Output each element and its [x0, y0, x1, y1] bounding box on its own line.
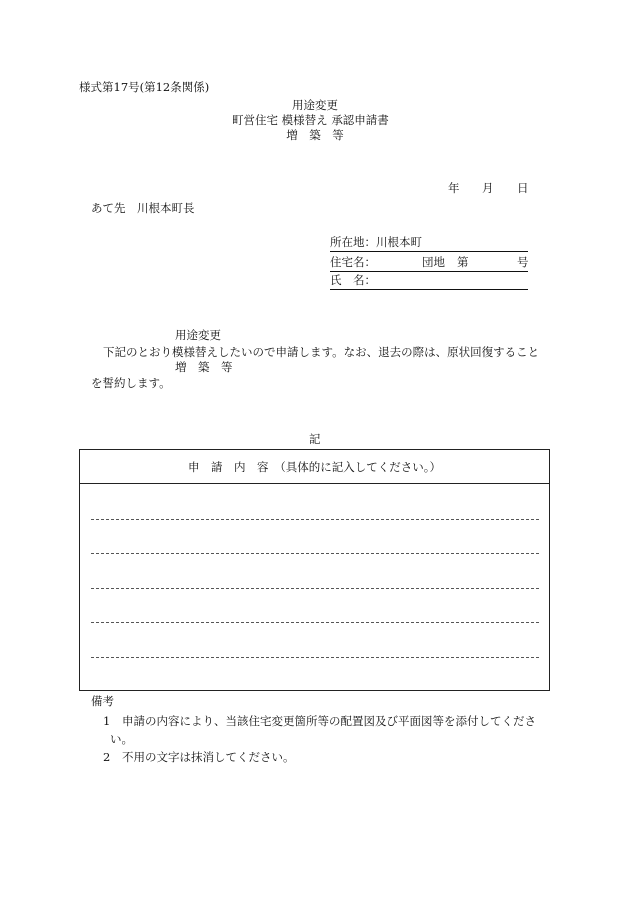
- title-line-3: 増 築 等: [286, 128, 344, 142]
- writing-line-2[interactable]: [91, 553, 539, 554]
- note-1-number: 1: [103, 714, 111, 728]
- body-line-1: [103, 347, 539, 359]
- name-label: 氏 名：: [330, 273, 376, 287]
- address-label: 所在地：: [330, 235, 376, 249]
- house-name-field[interactable]: [330, 257, 528, 272]
- note-2-text: 不用の文字は抹消してください。: [122, 750, 295, 764]
- writing-line-1[interactable]: [91, 519, 539, 520]
- date-month: 月: [482, 181, 494, 195]
- writing-line-4[interactable]: [91, 622, 539, 623]
- ki-label: 記: [309, 432, 321, 446]
- title-line-2: [232, 115, 389, 127]
- application-content-table: [79, 449, 550, 691]
- body-suffix: したいので申請します。なお、退去の際は、原状回復すること: [218, 345, 540, 359]
- date-day: 日: [517, 181, 529, 195]
- house-go: 号: [517, 255, 529, 269]
- table-header: 申 請 内 容 （具体的に記入してください。）: [80, 450, 549, 484]
- house-danchi: 団地: [422, 255, 445, 269]
- name-field[interactable]: [330, 275, 528, 290]
- address-field[interactable]: [330, 237, 528, 252]
- title-prefix: 町営住宅: [232, 113, 278, 127]
- form-number: 様式第17号(第12条関係): [79, 80, 210, 94]
- body-line-2: を誓約します。: [91, 376, 171, 390]
- body-prefix: 下記のとおり: [103, 345, 172, 359]
- body-stack-bottom: 増 築 等: [175, 360, 233, 374]
- note-1-line-2: い。: [110, 732, 133, 746]
- addressee: あて先 川根本町長: [91, 201, 195, 215]
- title-line-1: 用途変更: [292, 98, 338, 112]
- writing-line-3[interactable]: [91, 588, 539, 589]
- body-stack-top: 用途変更: [175, 328, 221, 342]
- house-label: 住宅名：: [330, 255, 376, 269]
- title-middle: 模様替え: [281, 113, 328, 127]
- address-value: 川根本町: [376, 235, 422, 249]
- note-1-line-1: 申請の内容により、当該住宅変更箇所等の配置図及び平面図等を添付してくださ: [122, 714, 536, 728]
- house-dai: 第: [457, 255, 469, 269]
- writing-line-5[interactable]: [91, 657, 539, 658]
- notes-heading: 備考: [91, 694, 114, 708]
- title-suffix: 承認申請書: [331, 113, 389, 127]
- body-stack-middle: 模様替え: [172, 345, 218, 359]
- date-year: 年: [448, 181, 460, 195]
- note-2-number: 2: [103, 750, 111, 764]
